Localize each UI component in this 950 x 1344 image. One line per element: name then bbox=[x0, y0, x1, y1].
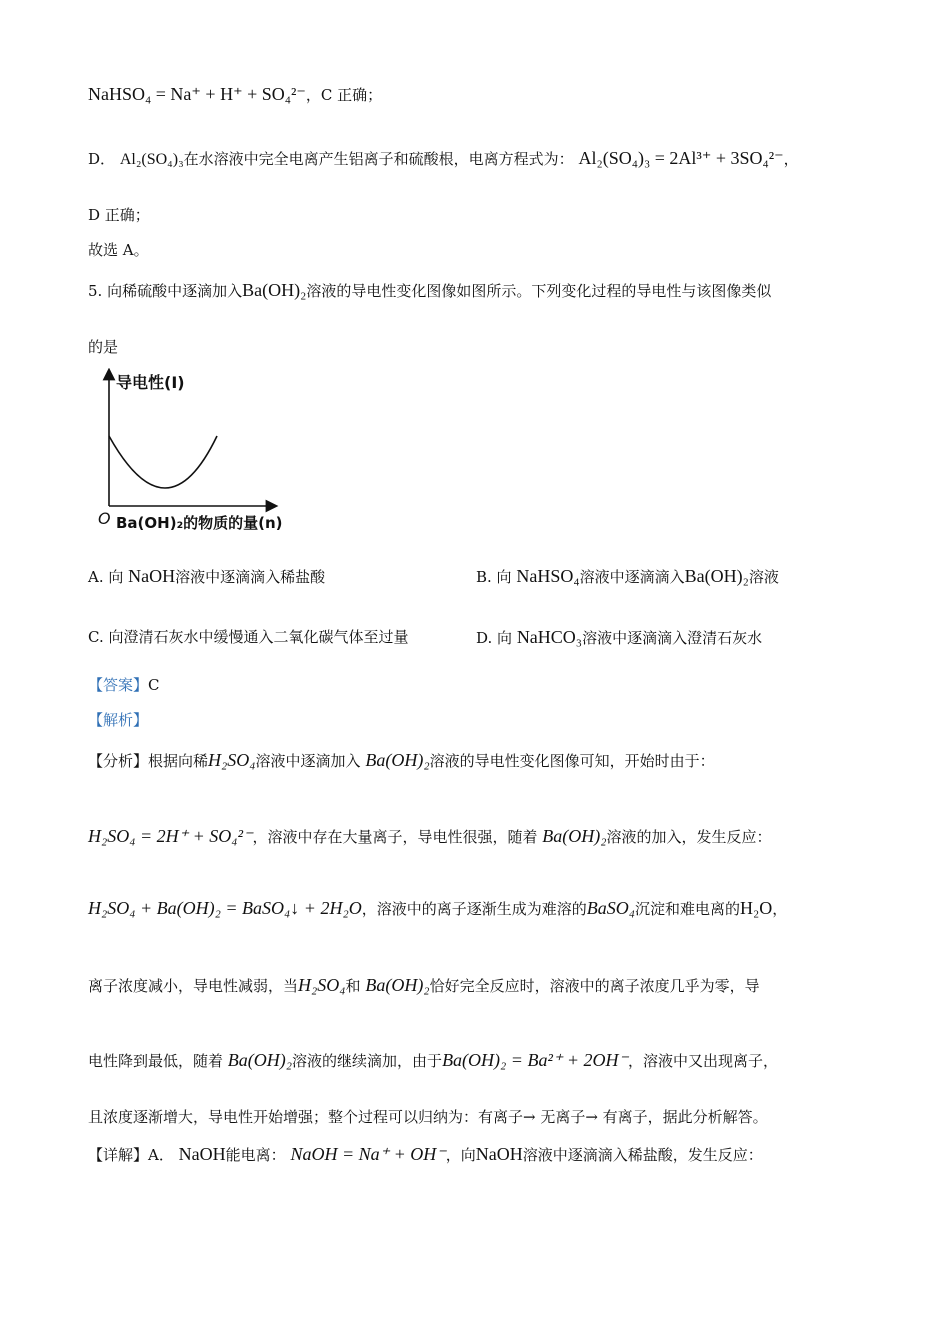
baoh2-formula-4: Ba(OH)₂ bbox=[227, 1050, 293, 1070]
q5-prefix: 5. 向稀硫酸中逐滴加入 bbox=[88, 282, 243, 300]
option-a bbox=[88, 566, 325, 587]
a7b: 能电离： bbox=[225, 1146, 286, 1164]
question-5-stem bbox=[88, 280, 771, 301]
option-d-label-2: D. 向 bbox=[476, 629, 513, 647]
a1c: 溶液的导电性变化图像可知，开始时由于： bbox=[429, 752, 715, 770]
conductivity-curve bbox=[109, 436, 217, 488]
option-a-text: 溶液中逐滴滴入稀盐酸 bbox=[175, 568, 326, 586]
baso4-formula: BaSO₄ bbox=[586, 898, 635, 918]
option-d-text: 在水溶液中完全电离产生铝离子和硫酸根，电离方程式为： bbox=[183, 150, 574, 168]
h2so4-formula: H₂SO₄ bbox=[208, 750, 256, 770]
a4b: 和 bbox=[345, 977, 361, 995]
neutralization-equation: H₂SO₄ + Ba(OH)₂ = BaSO₄↓ + 2H₂O bbox=[88, 898, 362, 918]
option-b bbox=[476, 566, 779, 587]
option-a-formula: NaOH bbox=[128, 566, 176, 586]
analysis-tag: 【解析】 bbox=[88, 711, 149, 729]
analysis-line-5 bbox=[88, 1050, 778, 1071]
equation-line-nahso4 bbox=[88, 84, 382, 105]
x-axis-label: Ba(OH)₂的物质的量(n) bbox=[116, 514, 283, 532]
answer-value: C bbox=[148, 676, 160, 694]
a3a: ，溶液中的离子逐渐生成为难溶的 bbox=[361, 900, 587, 918]
a5a: 电性降到最低，随着 bbox=[88, 1052, 224, 1070]
option-b-mid: 溶液中逐滴滴入 bbox=[579, 568, 685, 586]
q5-text: 溶液的导电性变化图像如图所示。下列变化过程的导电性与该图像类似 bbox=[306, 282, 772, 300]
baoh2-ionization-equation: Ba(OH)₂ = Ba²⁺ + 2OH⁻ bbox=[442, 1050, 628, 1070]
h2so4-formula-2: H₂SO₄ bbox=[298, 975, 346, 995]
h2o-formula: H₂O bbox=[740, 898, 773, 918]
option-d-formula: NaHCO₃ bbox=[516, 627, 583, 647]
a1b: 溶液中逐滴加入 bbox=[255, 752, 361, 770]
option-b-formula-1: NaHSO₄ bbox=[516, 566, 580, 586]
nahso4-ionization-equation: NaHSO₄ = Na⁺ + H⁺ + SO₄²⁻ bbox=[88, 84, 306, 104]
baoh2-formula-3: Ba(OH)₂ bbox=[365, 975, 430, 995]
a7d: 溶液中逐滴滴入稀盐酸，发生反应： bbox=[522, 1146, 763, 1164]
choose-a: 故选 A。 bbox=[88, 241, 149, 259]
a4a: 离子浓度减小，导电性减弱，当 bbox=[88, 977, 299, 995]
al2so43-formula: Al₂(SO₄)₃ bbox=[119, 151, 184, 168]
option-d bbox=[476, 627, 762, 648]
analysis-subtag: 【分析】 bbox=[88, 752, 149, 770]
q5-formula: Ba(OH)₂ bbox=[242, 280, 307, 300]
origin-label: O bbox=[98, 509, 111, 528]
answer-tag: 【答案】 bbox=[88, 676, 149, 694]
naoh-ionization-equation: NaOH = Na⁺ + OH⁻ bbox=[290, 1144, 446, 1164]
naoh-formula: NaOH bbox=[178, 1144, 226, 1164]
option-d-explanation bbox=[88, 148, 799, 170]
al2so43-ionization-equation: Al₂(SO₄)₃ = 2Al³⁺ + 3SO₄²⁻ bbox=[578, 148, 784, 168]
a3b: 沉淀和难电离的 bbox=[634, 900, 740, 918]
line2-tail: ， bbox=[783, 150, 799, 168]
analysis-line-1 bbox=[88, 750, 715, 771]
detail-tag: 【详解】 bbox=[88, 1146, 149, 1164]
a3c: ， bbox=[772, 900, 788, 918]
a5c: ，溶液中又出现离子， bbox=[628, 1052, 779, 1070]
a5b: 溶液的继续滴加，由于 bbox=[292, 1052, 443, 1070]
option-d-correct: D 正确； bbox=[88, 206, 150, 224]
a7c: ，向 bbox=[445, 1146, 476, 1164]
conductivity-graph bbox=[92, 368, 312, 540]
question-5-stem-line2: 的是 bbox=[88, 338, 119, 356]
naoh-formula-2: NaOH bbox=[475, 1144, 523, 1164]
analysis-line-2 bbox=[88, 826, 772, 847]
option-b-formula-2: Ba(OH)₂ bbox=[684, 566, 749, 586]
option-c: C. 向澄清石灰水中缓慢通入二氧化碳气体至过量 bbox=[88, 628, 409, 646]
a4c: 恰好完全反应时，溶液中的离子浓度几乎为零，导 bbox=[429, 977, 760, 995]
baoh2-formula: Ba(OH)₂ bbox=[365, 750, 430, 770]
a2b: 溶液的加入，发生反应： bbox=[606, 828, 772, 846]
option-b-text: 溶液 bbox=[748, 568, 779, 586]
analysis-line-6: 且浓度逐渐增大，导电性开始增强；整个过程可以归纳为：有离子→ 无离子→ 有离子，据此分析解答。 bbox=[88, 1108, 768, 1126]
h2so4-ionization-equation: H₂SO₄ = 2H⁺ + SO₄²⁻ bbox=[88, 826, 253, 846]
line1-tail: ，C 正确； bbox=[305, 86, 383, 104]
baoh2-formula-2: Ba(OH)₂ bbox=[542, 826, 607, 846]
analysis-line-3 bbox=[88, 898, 787, 919]
answer-line bbox=[88, 675, 160, 695]
option-d-text-2: 溶液中逐滴滴入澄清石灰水 bbox=[582, 629, 763, 647]
detail-line-1 bbox=[88, 1144, 763, 1165]
a7a: A． bbox=[148, 1146, 174, 1164]
a2a: ，溶液中存在大量离子，导电性很强，随着 bbox=[252, 828, 538, 846]
y-axis-label: 导电性(I) bbox=[116, 373, 185, 392]
analysis-line-4 bbox=[88, 975, 760, 996]
a1a: 根据向稀 bbox=[148, 752, 209, 770]
option-a-label: A. 向 bbox=[88, 568, 124, 586]
option-d-label: D． bbox=[88, 150, 116, 168]
option-b-label: B. 向 bbox=[476, 568, 512, 586]
